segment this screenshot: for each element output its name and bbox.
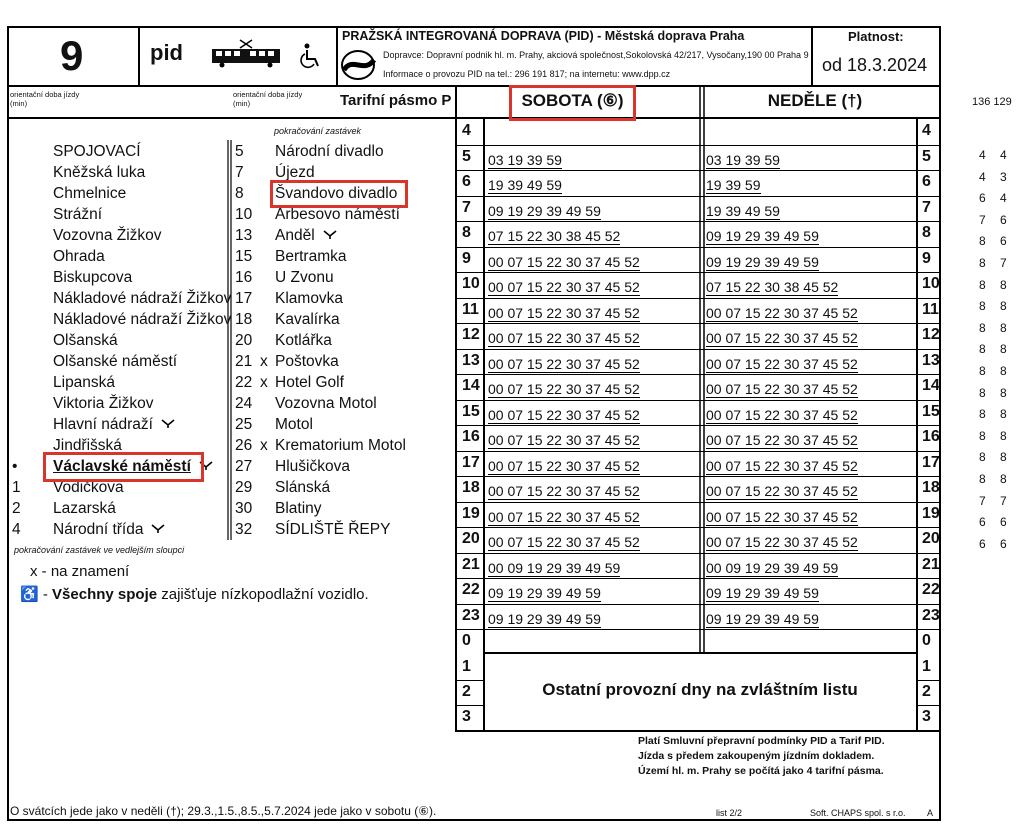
stop-time-right: 5 [235,143,244,160]
row-divider [456,578,940,579]
row-divider [456,476,940,477]
legend-request-stop: x - na znamení [30,563,130,580]
hour-left: 20 [462,530,480,547]
sunday-departures: 03 19 39 59 [706,151,780,168]
sunday-departures: 00 07 15 22 30 37 45 52 [706,432,858,448]
hour-left: 1 [462,658,471,675]
hour-right: 21 [922,555,940,573]
row-divider [917,705,940,706]
hour-left: 7 [462,198,471,216]
sunday-departures: 09 19 29 39 49 59 [706,228,819,244]
saturday-departures: 00 07 15 22 30 37 45 52 [488,355,640,372]
saturday-departures: 00 07 15 22 30 37 45 52 [488,432,640,448]
conditions-notes: Platí Smluvní přepravní podmínky PID a Tarif PID. Jízda s předem zakoupeným jízdním dokladem. Území hl. m. Prahy se počítá jako 4 tarifní pásma. [638,735,885,777]
hour-left: 0 [462,632,471,649]
sunday-departures: 19 39 59 [706,177,761,193]
hour-left: 11 [462,300,479,318]
side-count-b: 8 [1000,428,1007,443]
saturday-departures: 00 07 15 22 30 37 45 52 [488,330,640,346]
sunday-departures: 19 39 49 59 [706,202,780,219]
stop-name: Lazarská [53,500,116,517]
side-count-b: 6 [1000,212,1007,227]
stop-time-right: 30 [235,500,253,517]
stop-name: SÍDLIŠTĚ ŘEPY [275,521,391,538]
sunday-departures: 09 19 29 39 49 59 [706,585,819,601]
hour-left: 9 [462,249,471,267]
hour-right: 17 [922,453,940,471]
highlight-vaclavske-namesti [43,452,204,482]
continuation-note-bottom: pokračování zastávek ve vedlejším sloupci [14,545,185,555]
stop-name: Olšanské náměstí [53,353,178,370]
row-divider [456,502,940,503]
holiday-note: O svátcích jede jako v neděli (†); 29.3.,1.5.,8.5.,5.7.2024 jede jako v sobotu (⑥). [10,804,437,818]
stop-name: Poštovka [275,353,339,370]
line-number: 9 [60,32,84,79]
hour-left: 8 [462,224,471,241]
saturday-departures: 09 19 29 39 49 59 [488,610,601,627]
hour-right: 22 [922,581,940,598]
side-count-b: 4 [1000,191,1007,206]
hour-left: 6 [462,173,471,190]
hour-left: 18 [462,479,480,496]
pid-emblem-icon [340,48,376,82]
pid-logo: pid [150,40,183,65]
continuation-note: pokračování zastávek [274,126,362,136]
stop-time-right: 20 [235,332,253,349]
stop-name: Lipanská [53,374,116,391]
sheet-number: list 2/2 [716,808,743,818]
hour-left: 12 [462,326,480,343]
saturday-departures: 03 19 39 59 [488,151,562,168]
stop-time-left: 2 [12,500,21,517]
stop-name: Nákladové nádraží Žižkov [53,290,232,307]
hour-right: 10 [922,275,940,292]
stop-name: Viktoria Žižkov [53,395,154,412]
sunday-departures: 00 07 15 22 30 37 45 52 [706,304,858,321]
hour-right: 20 [922,530,940,547]
row-divider [456,349,940,350]
stop-name: Nákladové nádraží Žižkov [53,311,232,328]
row-divider [456,196,940,197]
stop-name: Kotlářka [275,332,332,349]
stop-time-right: 10 [235,206,253,223]
hour-left: 14 [462,377,480,394]
side-count-b: 8 [1000,364,1007,378]
hour-right: 7 [922,198,931,216]
stop-time-right: 22 [235,374,253,391]
stop-name: Hlušičkova [275,458,350,475]
side-count-b: 8 [1000,407,1007,422]
stop-name: Národní třída [53,521,165,539]
stop-name: Vozovna Žižkov [53,227,162,244]
side-count-a: 8 [979,450,986,465]
sunday-departures: 00 07 15 22 30 37 45 52 [706,483,858,499]
row-divider [917,680,940,681]
hour-left: 19 [462,504,480,522]
stop-name: Arbesovo náměstí [275,206,400,223]
side-count-b: 7 [1000,493,1007,508]
row-divider [456,451,940,452]
orient-label-right: orientační doba jízdy (min) [233,90,303,108]
hour-left: 2 [462,683,471,700]
stop-name: Anděl [275,227,337,245]
highlight-saturday [509,85,636,121]
stop-name: Vozovna Motol [275,395,377,412]
hour-right: 8 [922,224,931,241]
stop-time-right: 25 [235,416,253,433]
saturday-departures: 19 39 49 59 [488,177,562,193]
sunday-departures: 00 07 15 22 30 37 45 52 [706,330,858,346]
sunday-header: NEDĚLE (†) [767,91,863,110]
hour-left: 4 [462,122,471,139]
stop-time-right: 26 [235,437,253,454]
hour-right: 19 [922,504,940,522]
saturday-departures: 00 09 19 29 39 49 59 [488,559,621,576]
side-count-a: 7 [979,212,986,227]
hour-right: 18 [922,479,940,496]
hour-left: 15 [462,402,480,420]
side-count-a: 8 [979,342,986,357]
hour-right: 1 [922,658,931,675]
row-divider [456,400,940,401]
row-divider [456,374,940,375]
sunday-departures: 00 09 19 29 39 49 59 [706,559,839,576]
stop-time-right: 7 [235,164,244,181]
side-count-b: 4 [1000,148,1007,162]
side-count-a: 8 [979,385,986,400]
stop-name: Blatiny [275,500,322,517]
row-divider [456,145,940,146]
stop-name: Olšanská [53,332,118,349]
hour-left: 17 [462,453,480,471]
stop-time-right: 32 [235,521,253,538]
side-count-a: 8 [979,256,986,270]
orient-label-left: orientační doba jízdy (min) [10,90,80,108]
stop-name: Bertramka [275,248,347,265]
side-count-b: 8 [1000,450,1007,465]
stop-name: U Zvonu [275,269,334,286]
hour-right: 0 [922,632,931,649]
stop-name: Biskupcova [53,269,133,286]
tariff-zone: Tarifní pásmo P [340,92,452,109]
stop-time-right: 17 [235,290,253,307]
hour-right: 3 [922,708,931,725]
side-count-b: 8 [1000,299,1007,314]
saturday-departures: 00 07 15 22 30 37 45 52 [488,534,640,550]
sunday-departures: 07 15 22 30 38 45 52 [706,279,839,295]
metro-icon [323,230,337,240]
row-divider [456,527,940,528]
request-stop-mark: x [260,437,268,454]
stop-time-right: 18 [235,311,253,328]
info-text: Informace o provozu PID na tel.: 296 191 817; na internetu: www.dpp.cz [383,69,671,79]
side-count-a: 6 [979,536,986,551]
hour-left: 23 [462,606,480,624]
row-divider [456,323,940,324]
saturday-header: SOBOTA (⑥) [521,91,624,110]
row-divider [456,247,940,248]
hour-right: 14 [922,377,940,394]
side-header: 136 129 [972,96,1012,108]
row-divider [456,604,940,605]
stop-time-left: • [12,458,18,475]
side-count-b: 8 [1000,277,1007,292]
hour-left: 13 [462,351,480,369]
hour-left: 16 [462,428,480,445]
stop-time-right: 8 [235,185,244,202]
tram-icon [210,38,282,68]
side-count-a: 7 [979,493,986,508]
hour-right: 11 [922,300,939,318]
hour-right: 13 [922,351,940,369]
stop-time-right: 21 [235,353,253,370]
sunday-departures: 00 07 15 22 30 37 45 52 [706,508,858,525]
side-count-b: 8 [1000,342,1007,357]
sunday-departures: 00 07 15 22 30 37 45 52 [706,457,858,474]
operator-text: Dopravce: Dopravní podnik hl. m. Prahy, akciová společnost,Sokolovská 42/217, Vysočany,190 00 Praha 9 [383,50,809,60]
stop-time-right: 16 [235,269,253,286]
saturday-departures: 00 07 15 22 30 37 45 52 [488,457,640,474]
stop-name: Chmelnice [53,185,127,202]
side-count-a: 4 [979,169,986,184]
hour-right: 6 [922,173,931,190]
sunday-departures: 00 07 15 22 30 37 45 52 [706,381,858,397]
saturday-departures: 09 19 29 39 49 59 [488,585,601,601]
side-count-b: 3 [1000,169,1007,184]
side-count-a: 8 [979,472,986,486]
stop-name: Motol [275,416,313,433]
saturday-departures: 00 07 15 22 30 37 45 52 [488,304,640,321]
saturday-departures: 00 07 15 22 30 37 45 52 [488,406,640,423]
stop-name: Slánská [275,479,331,496]
hour-left: 22 [462,581,480,598]
row-divider [456,221,940,222]
sunday-departures: 09 19 29 39 49 59 [706,610,819,627]
row-divider [456,425,940,426]
side-count-a: 4 [979,148,986,162]
stop-name: Krematorium Motol [275,437,406,454]
side-count-a: 6 [979,191,986,206]
side-count-a: 8 [979,407,986,422]
saturday-departures: 00 07 15 22 30 37 45 52 [488,483,640,499]
saturday-departures: 00 07 15 22 30 37 45 52 [488,279,640,295]
sunday-departures: 09 19 29 39 49 59 [706,253,819,270]
stop-name: Hlavní nádraží [53,416,175,434]
side-count-b: 8 [1000,320,1007,335]
saturday-departures: 07 15 22 30 38 45 52 [488,228,621,244]
stop-name: Národní divadlo [275,143,384,160]
side-count-a: 8 [979,320,986,335]
hour-right: 9 [922,249,931,267]
stop-name: Vodičkova [53,479,124,496]
side-count-a: 6 [979,515,986,530]
saturday-departures: 09 19 29 39 49 59 [488,202,601,219]
row-divider [456,272,940,273]
sunday-departures: 00 07 15 22 30 37 45 52 [706,406,858,423]
side-count-a: 8 [979,428,986,443]
stop-time-right: 27 [235,458,253,475]
metro-icon [161,419,175,429]
footer-letter: A [927,808,934,818]
wheelchair-icon [298,42,324,70]
stop-name: Kavalírka [275,311,340,328]
side-count-b: 6 [1000,234,1007,249]
stop-time-right: 29 [235,479,253,496]
sunday-departures: 00 07 15 22 30 37 45 52 [706,355,858,372]
side-count-b: 8 [1000,385,1007,400]
org-title: PRAŽSKÁ INTEGROVANÁ DOPRAVA (PID) - Městská doprava Praha [342,29,745,43]
stop-time-left: 1 [12,479,21,496]
stop-name: Ohrada [53,248,105,265]
hour-right: 15 [922,402,940,420]
validity-date: od 18.3.2024 [822,55,928,75]
stop-name: Václavské náměstí [53,458,213,476]
row-divider [456,298,940,299]
row-divider [456,629,940,630]
row-divider [456,170,940,171]
request-stop-mark: x [260,353,268,370]
hour-right: 5 [922,147,931,165]
stop-name: Jindřišská [53,437,122,454]
validity-label: Platnost: [848,29,904,44]
hour-right: 23 [922,606,940,624]
hour-left: 5 [462,147,471,165]
side-count-b: 7 [1000,256,1007,270]
side-count-a: 8 [979,234,986,249]
row-divider [456,680,484,681]
side-count-b: 6 [1000,536,1007,551]
stop-name: Hotel Golf [275,374,344,391]
request-stop-mark: x [260,374,268,391]
wheelchair-small-icon: ♿ [20,586,39,603]
saturday-departures: 00 07 15 22 30 37 45 52 [488,508,640,525]
stop-time-right: 24 [235,395,253,412]
saturday-departures: 00 07 15 22 30 37 45 52 [488,253,640,270]
hour-right: 2 [922,683,931,700]
sunday-departures: 00 07 15 22 30 37 45 52 [706,534,858,550]
software-credit: Soft. CHAPS spol. s r.o. [810,808,906,818]
hour-right: 16 [922,428,940,445]
legend-lowfloor: ♿ - Všechny spoje zajišťuje nízkopodlažní vozidlo. [20,586,369,603]
saturday-departures: 00 07 15 22 30 37 45 52 [488,381,640,397]
stop-name: SPOJOVACÍ [53,143,141,160]
stop-time-right: 13 [235,227,253,244]
hour-left: 21 [462,555,480,573]
row-divider [456,705,484,706]
hour-left: 3 [462,708,471,725]
hour-left: 10 [462,275,480,292]
hour-right: 4 [922,122,931,139]
side-count-b: 8 [1000,472,1007,486]
side-count-b: 6 [1000,515,1007,530]
hour-right: 12 [922,326,940,343]
stop-name: Kněžská luka [53,164,146,181]
stop-time-right: 15 [235,248,253,265]
stop-name: Švandovo divadlo [275,185,398,202]
stop-name: Klamovka [275,290,344,307]
side-count-a: 8 [979,364,986,378]
stop-name: Újezd [275,164,315,181]
row-divider [456,553,940,554]
side-count-a: 8 [979,299,986,314]
stop-time-left: 4 [12,521,21,538]
side-count-a: 8 [979,277,986,292]
stop-name: Strážní [53,206,103,223]
other-days-note: Ostatní provozní dny na zvláštním listu [542,680,858,699]
metro-icon [151,524,165,534]
highlight-svandovo-divadlo [270,180,408,208]
